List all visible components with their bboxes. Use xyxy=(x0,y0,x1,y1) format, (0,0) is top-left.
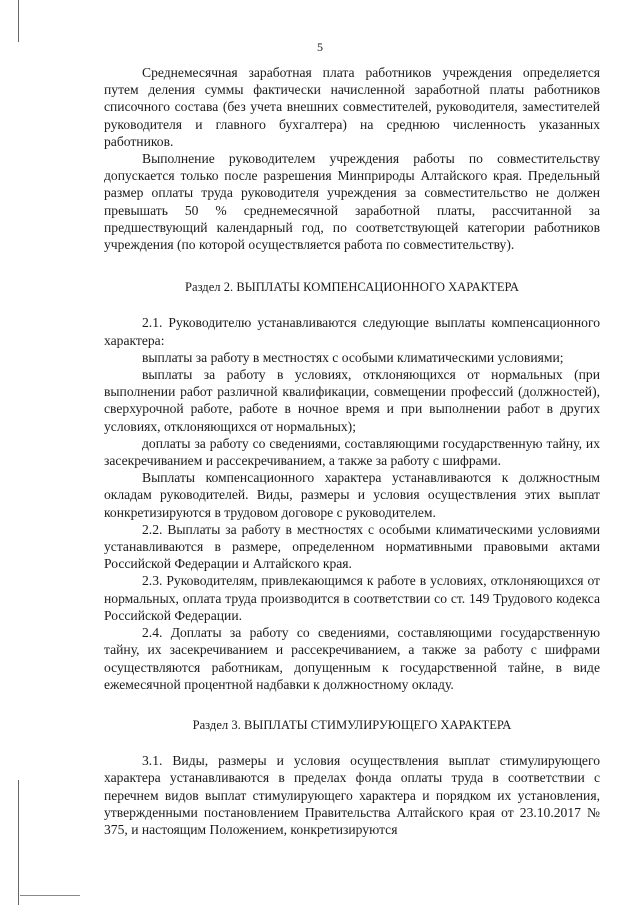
paragraph: 3.1. Виды, размеры и условия осуществления выплат стимулирующего характера устанавливаются в пределах фонда оплаты труда в соответствии с перечнем видов выплат стимулирующего характера и порядком их установления, утвержденными постановлением Правительства Алтайского края от 23.10.2017 № 375, и настоящим Положением, конкретизируются xyxy=(104,753,600,837)
margin-line-top xyxy=(18,0,19,42)
paragraph: доплаты за работу со сведениями, составляющими государственную тайну, их засекречиванием и рассекречиванием, а также за работу с шифрами. xyxy=(104,435,600,469)
paragraph: Среднемесячная заработная плата работников учреждения определяется путем деления суммы фактически начисленной заработной платы работников списочного состава (без учета внешних совместителей, руководителя, заместителей руководителя и главного бухгалтера) на среднюю численность указанных работников. xyxy=(104,65,600,149)
document-body xyxy=(104,64,600,838)
page-number: 5 xyxy=(317,40,323,54)
paragraph: 2.4. Доплаты за работу со сведениями, составляющими государственную тайну, их засекречиванием и рассекречиванием, а также за работу с шифрами осуществляются работникам, допущенным к государственной тайне, в виде ежемесячной процентной надбавки к должностному окладу. xyxy=(104,625,600,692)
paragraph: Выплаты компенсационного характера устанавливаются к должностным окладам руководителей. Виды, размеры и условия осуществления этих выплат конкретизируются в трудовом договоре с руководителем. xyxy=(104,470,600,520)
corner-mark xyxy=(20,895,80,896)
paragraph: выплаты за работу в условиях, отклоняющихся от нормальных (при выполнении работ различной квалификации, совмещении профессий (должностей), сверхурочной работе, работе в ночное время и при выполнении работ в других условиях, отклоняющихся от нормальных); xyxy=(104,367,600,434)
paragraph: 2.3. Руководителям, привлекающимся к работе в условиях, отклоняющихся от нормальных, оплата труда производится в соответствии со ст. 149 Трудового кодекса Российской Федерации. xyxy=(104,573,600,623)
paragraph: выплаты за работу в местностях с особыми климатическими условиями; xyxy=(142,349,564,365)
section-heading: Раздел 3. ВЫПЛАТЫ СТИМУЛИРУЮЩЕГО ХАРАКТЕРА xyxy=(192,717,512,732)
margin-line-bottom xyxy=(18,780,19,905)
paragraph: 2.2. Выплаты за работу в местностях с особыми климатическими условиями устанавливаются в размере, определенном нормативными правовыми актами Российской Федерации и Алтайского края. xyxy=(104,521,600,572)
paragraph: 2.1. Руководителю устанавливаются следующие выплаты компенсационного характера: xyxy=(104,315,600,348)
paragraph: Выполнение руководителем учреждения работы по совместительству допускается только после разрешения Минприроды Алтайского края. Предельный размер оплаты труда руководителя учреждения за совместительство не должен превышать 50 % среднемесячной заработной платы, рассчитанной за предшествующий календарный год, по соответствующей категории работников учреждения (по которой осуществляется работа по совместительству). xyxy=(104,151,600,253)
section-heading: Раздел 2. ВЫПЛАТЫ КОМПЕНСАЦИОННОГО ХАРАКТЕРА xyxy=(184,280,520,295)
